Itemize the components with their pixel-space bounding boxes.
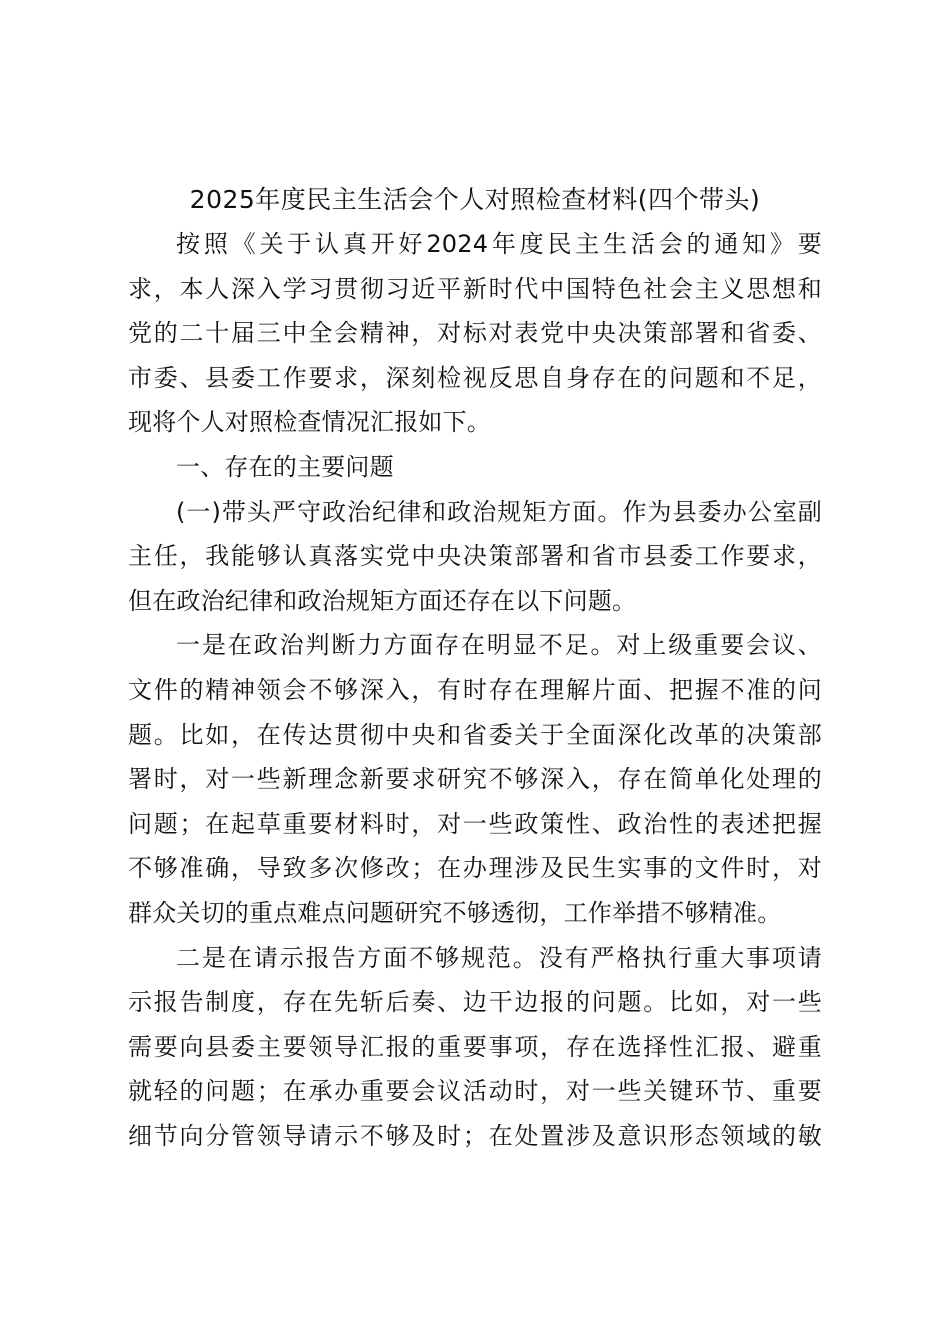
paragraph-line: 主任，我能够认真落实党中央决策部署和省市县委工作要求， xyxy=(128,542,822,571)
paragraph-line: 按照《关于认真开好2024年度民主生活会的通知》要 xyxy=(176,230,822,258)
paragraph-line: 不够准确，导致多次修改；在办理涉及民生实事的文件时，对 xyxy=(128,854,822,883)
paragraph-line: 求，本人深入学习贯彻习近平新时代中国特色社会主义思想和 xyxy=(128,274,822,303)
paragraph-line: 现将个人对照检查情况汇报如下。 xyxy=(128,408,491,437)
paragraph-line: 示报告制度，存在先斩后奏、边干边报的问题。比如，对一些 xyxy=(128,988,822,1017)
paragraph-line: 需要向县委主要领导汇报的重要事项，存在选择性汇报、避重 xyxy=(128,1032,822,1061)
paragraph-line: 署时，对一些新理念新要求研究不够深入，存在简单化处理的 xyxy=(128,765,822,794)
paragraph-line: 但在政治纪律和政治规矩方面还存在以下问题。 xyxy=(128,586,637,615)
paragraph-line: (一)带头严守政治纪律和政治规矩方面。作为县委办公室副 xyxy=(176,497,822,526)
paragraph-line: 就轻的问题；在承办重要会议活动时，对一些关键环节、重要 xyxy=(128,1077,822,1106)
section-heading: 一、存在的主要问题 xyxy=(176,452,394,481)
document-body xyxy=(128,222,822,1158)
paragraph-line: 市委、县委工作要求，深刻检视反思自身存在的问题和不足， xyxy=(128,363,822,392)
paragraph-line: 问题；在起草重要材料时，对一些政策性、政治性的表述把握 xyxy=(128,809,822,838)
paragraph-line: 一是在政治判断力方面存在明显不足。对上级重要会议、 xyxy=(176,631,822,660)
paragraph-line: 二是在请示报告方面不够规范。没有严格执行重大事项请 xyxy=(176,943,822,972)
paragraph-line: 题。比如，在传达贯彻中央和省委关于全面深化改革的决策部 xyxy=(128,720,822,749)
paragraph-line: 党的二十届三中全会精神，对标对表党中央决策部署和省委、 xyxy=(128,319,822,348)
paragraph-line: 细节向分管领导请示不够及时；在处置涉及意识形态领域的敏 xyxy=(128,1121,822,1150)
paragraph-line: 文件的精神领会不够深入，有时存在理解片面、把握不准的问 xyxy=(128,675,822,704)
paragraph-line: 群众关切的重点难点问题研究不够透彻，工作举措不够精准。 xyxy=(128,898,782,927)
document-title: 2025年度民主生活会个人对照检查材料(四个带头) xyxy=(189,185,761,214)
